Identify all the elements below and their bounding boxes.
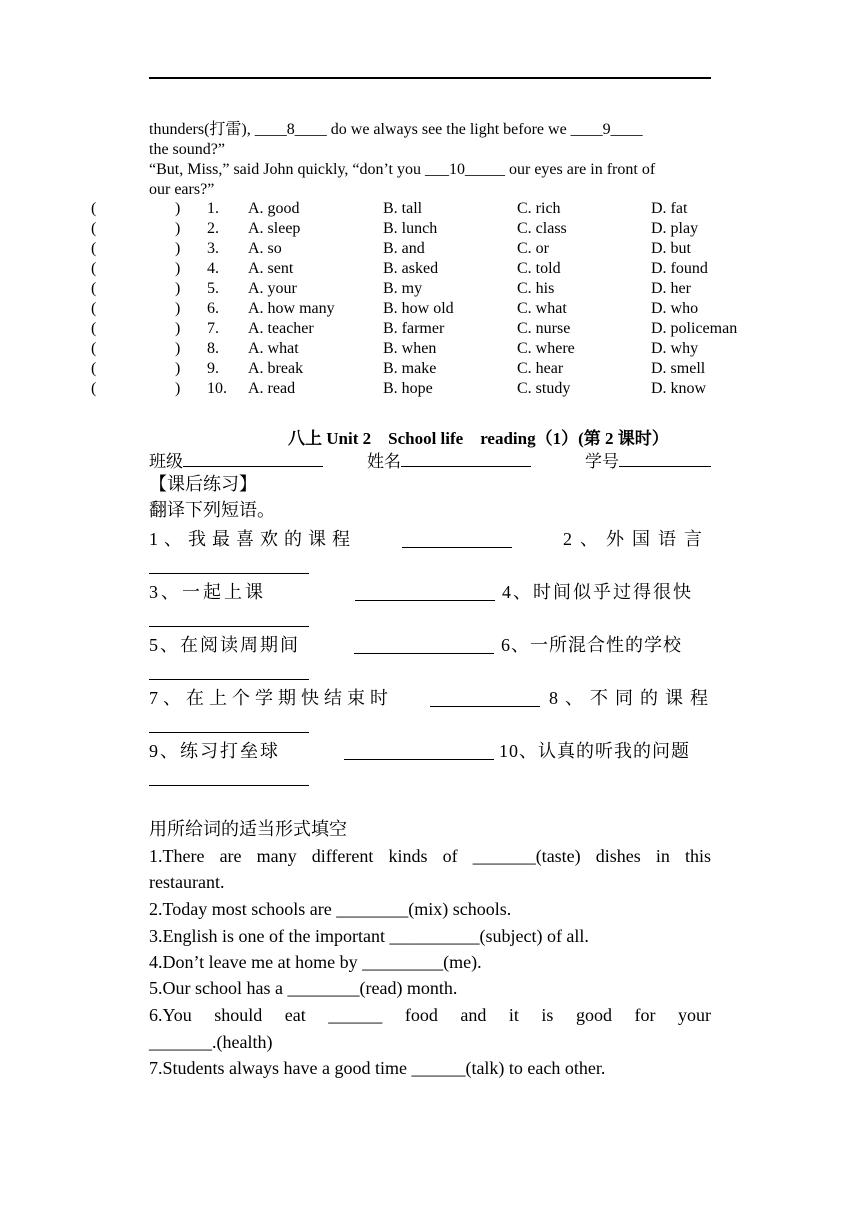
answer-paren-close: ) [175, 240, 181, 257]
option-a[interactable]: A. so [248, 240, 282, 257]
answer-paren-open[interactable]: ( [91, 280, 97, 297]
answer-paren-close: ) [175, 220, 181, 237]
mc-row-9 [0, 359, 860, 379]
option-c[interactable]: C. or [517, 240, 549, 257]
fill-sentence-4: 4.Don’t leave me at home by _________(me). [149, 952, 482, 972]
mc-row-10 [0, 379, 860, 399]
translate-item-5: 5、在阅读周期间 [149, 635, 300, 655]
translate-row-3 [149, 631, 711, 657]
option-a[interactable]: A. read [248, 380, 296, 397]
answer-paren-close: ) [175, 380, 181, 397]
fill-sentence-2: 2.Today most schools are ________(mix) schools. [149, 899, 512, 919]
practice-heading: 【课后练习】 [149, 474, 257, 494]
mc-row-3 [0, 239, 860, 259]
option-d[interactable]: D. but [651, 240, 691, 257]
translate-item-2: 2、外国语言 [563, 529, 710, 549]
option-a[interactable]: A. teacher [248, 320, 314, 337]
answer-paren-close: ) [175, 320, 181, 337]
translate-item-3: 3、一起上课 [149, 582, 266, 602]
translate-item-8: 8、不同的课程 [549, 688, 715, 708]
option-c[interactable]: C. hear [517, 360, 564, 377]
option-b[interactable]: B. hope [383, 380, 433, 397]
translate-blank-4[interactable] [149, 626, 309, 627]
option-d[interactable]: D. found [651, 260, 708, 277]
question-number: 4. [207, 260, 219, 277]
option-b[interactable]: B. and [383, 240, 425, 257]
question-number: 7. [207, 320, 219, 337]
translate-blank-8[interactable] [149, 732, 309, 733]
translate-item-7: 7、在上个学期快结束时 [149, 688, 393, 708]
translate-item-9: 9、练习打垒球 [149, 741, 280, 761]
id-field[interactable] [585, 449, 711, 472]
translate-row-4 [149, 684, 715, 710]
option-a[interactable]: A. sleep [248, 220, 301, 237]
option-d[interactable]: D. smell [651, 360, 706, 377]
option-d[interactable]: D. policeman [651, 320, 738, 337]
class-label: 班级 [149, 452, 183, 471]
translate-blank-6[interactable] [149, 679, 309, 680]
option-c[interactable]: C. told [517, 260, 561, 277]
option-c[interactable]: C. where [517, 340, 575, 357]
translate-row-1 [149, 525, 711, 551]
fill-sentence-1: 1.There are many different kinds of _______(taste) dishes in this [149, 846, 711, 866]
option-a[interactable]: A. your [248, 280, 297, 297]
answer-paren-close: ) [175, 200, 181, 217]
question-number: 6. [207, 300, 219, 317]
answer-paren-close: ) [175, 300, 181, 317]
option-b[interactable]: B. when [383, 340, 437, 357]
translate-instruction: 翻译下列短语。 [149, 500, 275, 520]
translate-item-10: 10、认真的听我的问题 [499, 741, 690, 761]
translate-blank-2[interactable] [149, 573, 309, 574]
option-b[interactable]: B. my [383, 280, 423, 297]
option-a[interactable]: A. what [248, 340, 299, 357]
option-a[interactable]: A. how many [248, 300, 335, 317]
mc-row-4 [0, 259, 860, 279]
translate-blank-9[interactable] [344, 759, 494, 760]
name-blank[interactable] [401, 449, 531, 467]
option-c[interactable]: C. class [517, 220, 567, 237]
option-b[interactable]: B. how old [383, 300, 454, 317]
option-d[interactable]: D. play [651, 220, 699, 237]
answer-paren-open[interactable]: ( [91, 320, 97, 337]
option-a[interactable]: A. break [248, 360, 304, 377]
translate-item-6: 6、一所混合性的学校 [501, 635, 682, 655]
answer-paren-close: ) [175, 360, 181, 377]
translate-blank-5[interactable] [354, 653, 494, 654]
translate-blank-10[interactable] [149, 785, 309, 786]
mc-row-2 [0, 219, 860, 239]
question-number: 9. [207, 360, 219, 377]
mc-row-8 [0, 339, 860, 359]
header-rule [149, 77, 711, 79]
translate-item-1: 1、我最喜欢的课程 [149, 529, 356, 549]
answer-paren-close: ) [175, 260, 181, 277]
option-c[interactable]: C. nurse [517, 320, 571, 337]
name-label: 姓名 [367, 452, 401, 471]
option-a[interactable]: A. sent [248, 260, 294, 277]
translate-item-4: 4、时间似乎过得很快 [502, 582, 693, 602]
option-b[interactable]: B. tall [383, 200, 423, 217]
question-number: 5. [207, 280, 219, 297]
answer-paren-open[interactable]: ( [91, 340, 97, 357]
answer-paren-close: ) [175, 340, 181, 357]
passage-line-1: thunders(打雷), ____8____ do we always see the light before we ____9____ [149, 121, 643, 138]
class-blank[interactable] [183, 449, 323, 467]
option-d[interactable]: D. know [651, 380, 707, 397]
fill-sentence-1-cont: restaurant. [149, 872, 225, 892]
answer-paren-open[interactable]: ( [91, 360, 97, 377]
mc-row-7 [0, 319, 860, 339]
answer-paren-open[interactable]: ( [91, 220, 97, 237]
option-b[interactable]: B. lunch [383, 220, 438, 237]
id-blank[interactable] [619, 449, 711, 467]
translate-row-2 [149, 578, 711, 604]
passage-line-4: our ears?” [149, 181, 215, 198]
mc-row-6 [0, 299, 860, 319]
name-field[interactable] [367, 449, 531, 472]
option-d[interactable]: D. fat [651, 200, 688, 217]
id-label: 学号 [585, 452, 619, 471]
translate-row-5 [149, 737, 711, 763]
answer-paren-close: ) [175, 280, 181, 297]
option-b[interactable]: B. asked [383, 260, 439, 277]
answer-paren-open[interactable]: ( [91, 380, 97, 397]
question-number: 1. [207, 200, 219, 217]
option-c[interactable]: C. study [517, 380, 571, 397]
question-number: 8. [207, 340, 219, 357]
mc-row-1 [0, 199, 860, 219]
fill-instruction: 用所给词的适当形式填空 [149, 819, 347, 839]
option-b[interactable]: B. farmer [383, 320, 445, 337]
option-d[interactable]: D. why [651, 340, 699, 357]
translate-blank-1[interactable] [402, 547, 512, 548]
section-title: 八上 Unit 2 School life reading（1）(第 2 课时） [288, 429, 669, 448]
option-c[interactable]: C. rich [517, 200, 561, 217]
answer-paren-open[interactable]: ( [91, 300, 97, 317]
answer-paren-open[interactable]: ( [91, 260, 97, 277]
mc-row-5 [0, 279, 860, 299]
fill-sentence-7: 7.Students always have a good time ______(talk) to each other. [149, 1058, 606, 1078]
fill-sentence-3: 3.English is one of the important __________(subject) of all. [149, 926, 589, 946]
fill-sentence-5: 5.Our school has a ________(read) month. [149, 978, 458, 998]
option-c[interactable]: C. what [517, 300, 567, 317]
translate-blank-7[interactable] [430, 706, 540, 707]
fill-sentence-6: 6.You should eat ______ food and it is good for your [149, 1005, 711, 1025]
question-number: 10. [207, 380, 227, 397]
translate-blank-3[interactable] [355, 600, 495, 601]
class-field[interactable] [149, 449, 323, 472]
option-b[interactable]: B. make [383, 360, 437, 377]
option-d[interactable]: D. her [651, 280, 691, 297]
question-number: 3. [207, 240, 219, 257]
option-c[interactable]: C. his [517, 280, 555, 297]
answer-paren-open[interactable]: ( [91, 240, 97, 257]
option-a[interactable]: A. good [248, 200, 300, 217]
fill-sentence-6-cont: _______.(health) [149, 1032, 273, 1052]
passage-line-2: the sound?” [149, 141, 225, 158]
passage-line-3: “But, Miss,” said John quickly, “don’t you ___10_____ our eyes are in front of [149, 161, 656, 178]
answer-paren-open[interactable]: ( [91, 200, 97, 217]
option-d[interactable]: D. who [651, 300, 699, 317]
question-number: 2. [207, 220, 219, 237]
